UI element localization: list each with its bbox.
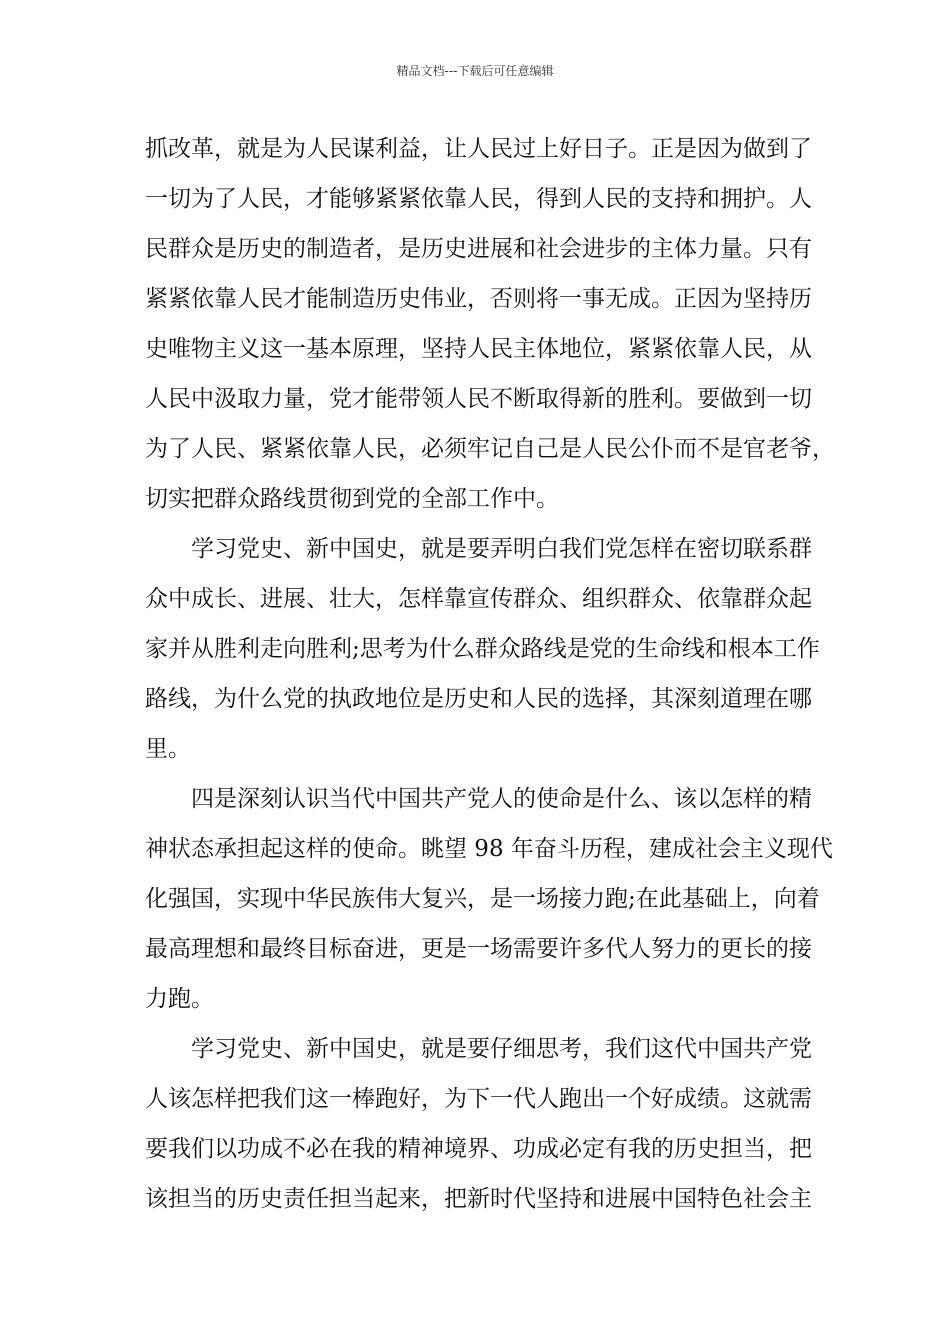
text-line: 为了人民、紧紧依靠人民，必须牢记自己是人民公仆而不是官老爷， [145,436,835,462]
text-line: 力跑。 [145,986,214,1012]
text-line: 里。 [145,736,191,762]
paragraph-first-line: 四是深刻认识当代中国共产党人的使命是什么、该以怎样的精 [191,786,812,812]
paragraph-first-line: 学习党史、新中国史，就是要弄明白我们党怎样在密切联系群 [191,536,812,562]
page-header: 精品文档---下载后可任意编辑 [396,64,554,78]
text-line: 路线，为什么党的执政地位是历史和人民的选择，其深刻道理在哪 [145,686,812,712]
paragraph-first-line: 学习党史、新中国史，就是要仔细思考，我们这代中国共产党 [191,1036,812,1062]
text-line: 家并从胜利走向胜利;思考为什么群众路线是党的生命线和根本工作 [145,636,820,662]
text-line: 众中成长、进展、壮大，怎样靠宣传群众、组织群众、依靠群众起 [145,586,812,612]
text-line: 化强国，实现中华民族伟大复兴，是一场接力跑;在此基础上，向着 [145,886,820,912]
text-line: 人该怎样把我们这一棒跑好，为下一代人跑出一个好成绩。这就需 [145,1086,812,1112]
text-line: 一切为了人民，才能够紧紧依靠人民，得到人民的支持和拥护。人 [145,186,812,212]
text-line: 要我们以功成不必在我的精神境界、功成必定有我的历史担当，把 [145,1136,812,1162]
text-line: 最高理想和最终目标奋进，更是一场需要许多代人努力的更长的接 [145,936,812,962]
text-line: 人民中汲取力量，党才能带领人民不断取得新的胜利。要做到一切 [145,386,812,412]
document-body [145,124,835,1224]
text-line: 抓改革，就是为人民谋利益，让人民过上好日子。正是因为做到了 [145,136,812,162]
text-line: 史唯物主义这一基本原理，坚持人民主体地位，紧紧依靠人民，从 [145,336,812,362]
text-line: 神状态承担起这样的使命。眺望 98 年奋斗历程，建成社会主义现代 [145,836,833,862]
text-line: 紧紧依靠人民才能制造历史伟业，否则将一事无成。正因为坚持历 [145,286,812,312]
text-line: 民群众是历史的制造者，是历史进展和社会进步的主体力量。只有 [145,236,812,262]
text-line: 该担当的历史责任担当起来，把新时代坚持和进展中国特色社会主 [145,1186,812,1212]
text-line: 切实把群众路线贯彻到党的全部工作中。 [145,486,559,512]
